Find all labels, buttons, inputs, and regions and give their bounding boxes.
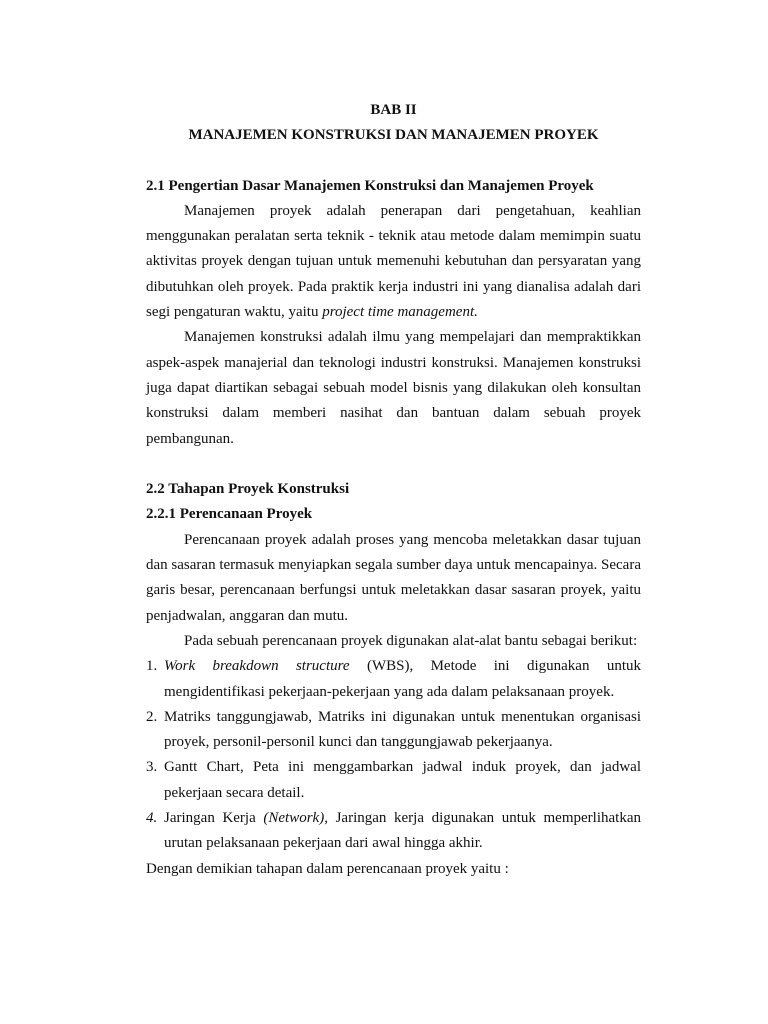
chapter-subtitle: MANAJEMEN KONSTRUKSI DAN MANAJEMEN PROYEK xyxy=(188,127,599,144)
list-text: (WBS), Metode ini digunakan untuk mengidentifikasi pekerjaan-pekerjaan yang ada dalam pelaksanaan proyek. xyxy=(164,658,641,700)
list-number: 4. xyxy=(146,810,158,827)
page-content xyxy=(146,98,641,882)
paragraph: Manajemen konstruksi adalah ilmu yang mempelajari dan mempraktikkan aspek-aspek manajerial dan teknologi industri konstruksi. Manajemen konstruksi juga dapat diartikan sebagai sebuah model bisnis yang dilakukan oleh konsultan konstruksi dalam memberi nasihat dan bantuan dalam sebuah proyek pembangunan. xyxy=(146,329,641,447)
italic-term: Work breakdown structure xyxy=(164,658,350,675)
tools-list xyxy=(146,654,641,856)
spacer xyxy=(146,452,641,477)
list-item xyxy=(146,705,641,756)
chapter-title: BAB II xyxy=(370,102,417,118)
italic-term: (Network), xyxy=(263,810,328,827)
subsection-heading-2-2-1: 2.2.1 Perencanaan Proyek xyxy=(146,506,313,523)
list-number: 2. xyxy=(146,708,158,725)
paragraph-text: Manajemen proyek adalah penerapan dari pengetahuan, keahlian menggunakan peralatan serta teknik - teknik atau metode dalam memimpin suatu aktivitas proyek dengan tujuan untuk memenuhi kebutuhan dan persyaratan yang dibutuhkan oleh proyek. Pada praktik kerja industri ini yang dianalisa adalah dari segi pengaturan waktu, yaitu xyxy=(146,202,641,321)
list-text-lead: Jaringan Kerja xyxy=(164,810,264,827)
list-number: 3. xyxy=(146,759,158,776)
paragraph: Perencanaan proyek adalah proses yang mencoba meletakkan dasar tujuan dan sasaran termasuk menyiapkan segala sumber daya untuk mencapainya. Secara garis besar, perencanaan berfungsi untuk meletakkan dasar sasaran proyek, yaitu penjadwalan, anggaran dan mutu. xyxy=(146,531,641,624)
closing-sentence: Dengan demikian tahapan dalam perencanaan proyek yaitu : xyxy=(146,860,509,877)
list-text: Gantt Chart, Peta ini menggambarkan jadwal induk proyek, dan jadwal pekerjaan secara detail. xyxy=(164,759,641,801)
list-item xyxy=(146,806,641,857)
paragraph: Pada sebuah perencanaan proyek digunakan alat-alat bantu sebagai berikut: xyxy=(184,632,638,649)
italic-term: project time management. xyxy=(322,304,478,321)
list-text: Matriks tanggungjawab, Matriks ini digunakan untuk menentukan organisasi proyek, personil-personil kunci dan tanggungjawab pekerjaanya. xyxy=(164,708,641,751)
list-text: Jaringan kerja digunakan untuk memperlihatkan urutan pelaksanaan pekerjaan dari awal hingga akhir. xyxy=(164,810,641,852)
section-heading-2-1: 2.1 Pengertian Dasar Manajemen Konstruksi dan Manajemen Proyek xyxy=(146,177,594,194)
section-heading-2-2: 2.2 Tahapan Proyek Konstruksi xyxy=(146,481,350,498)
list-item xyxy=(146,755,641,806)
list-number: 1. xyxy=(146,658,158,675)
paragraph xyxy=(146,199,641,325)
list-item xyxy=(146,654,641,705)
